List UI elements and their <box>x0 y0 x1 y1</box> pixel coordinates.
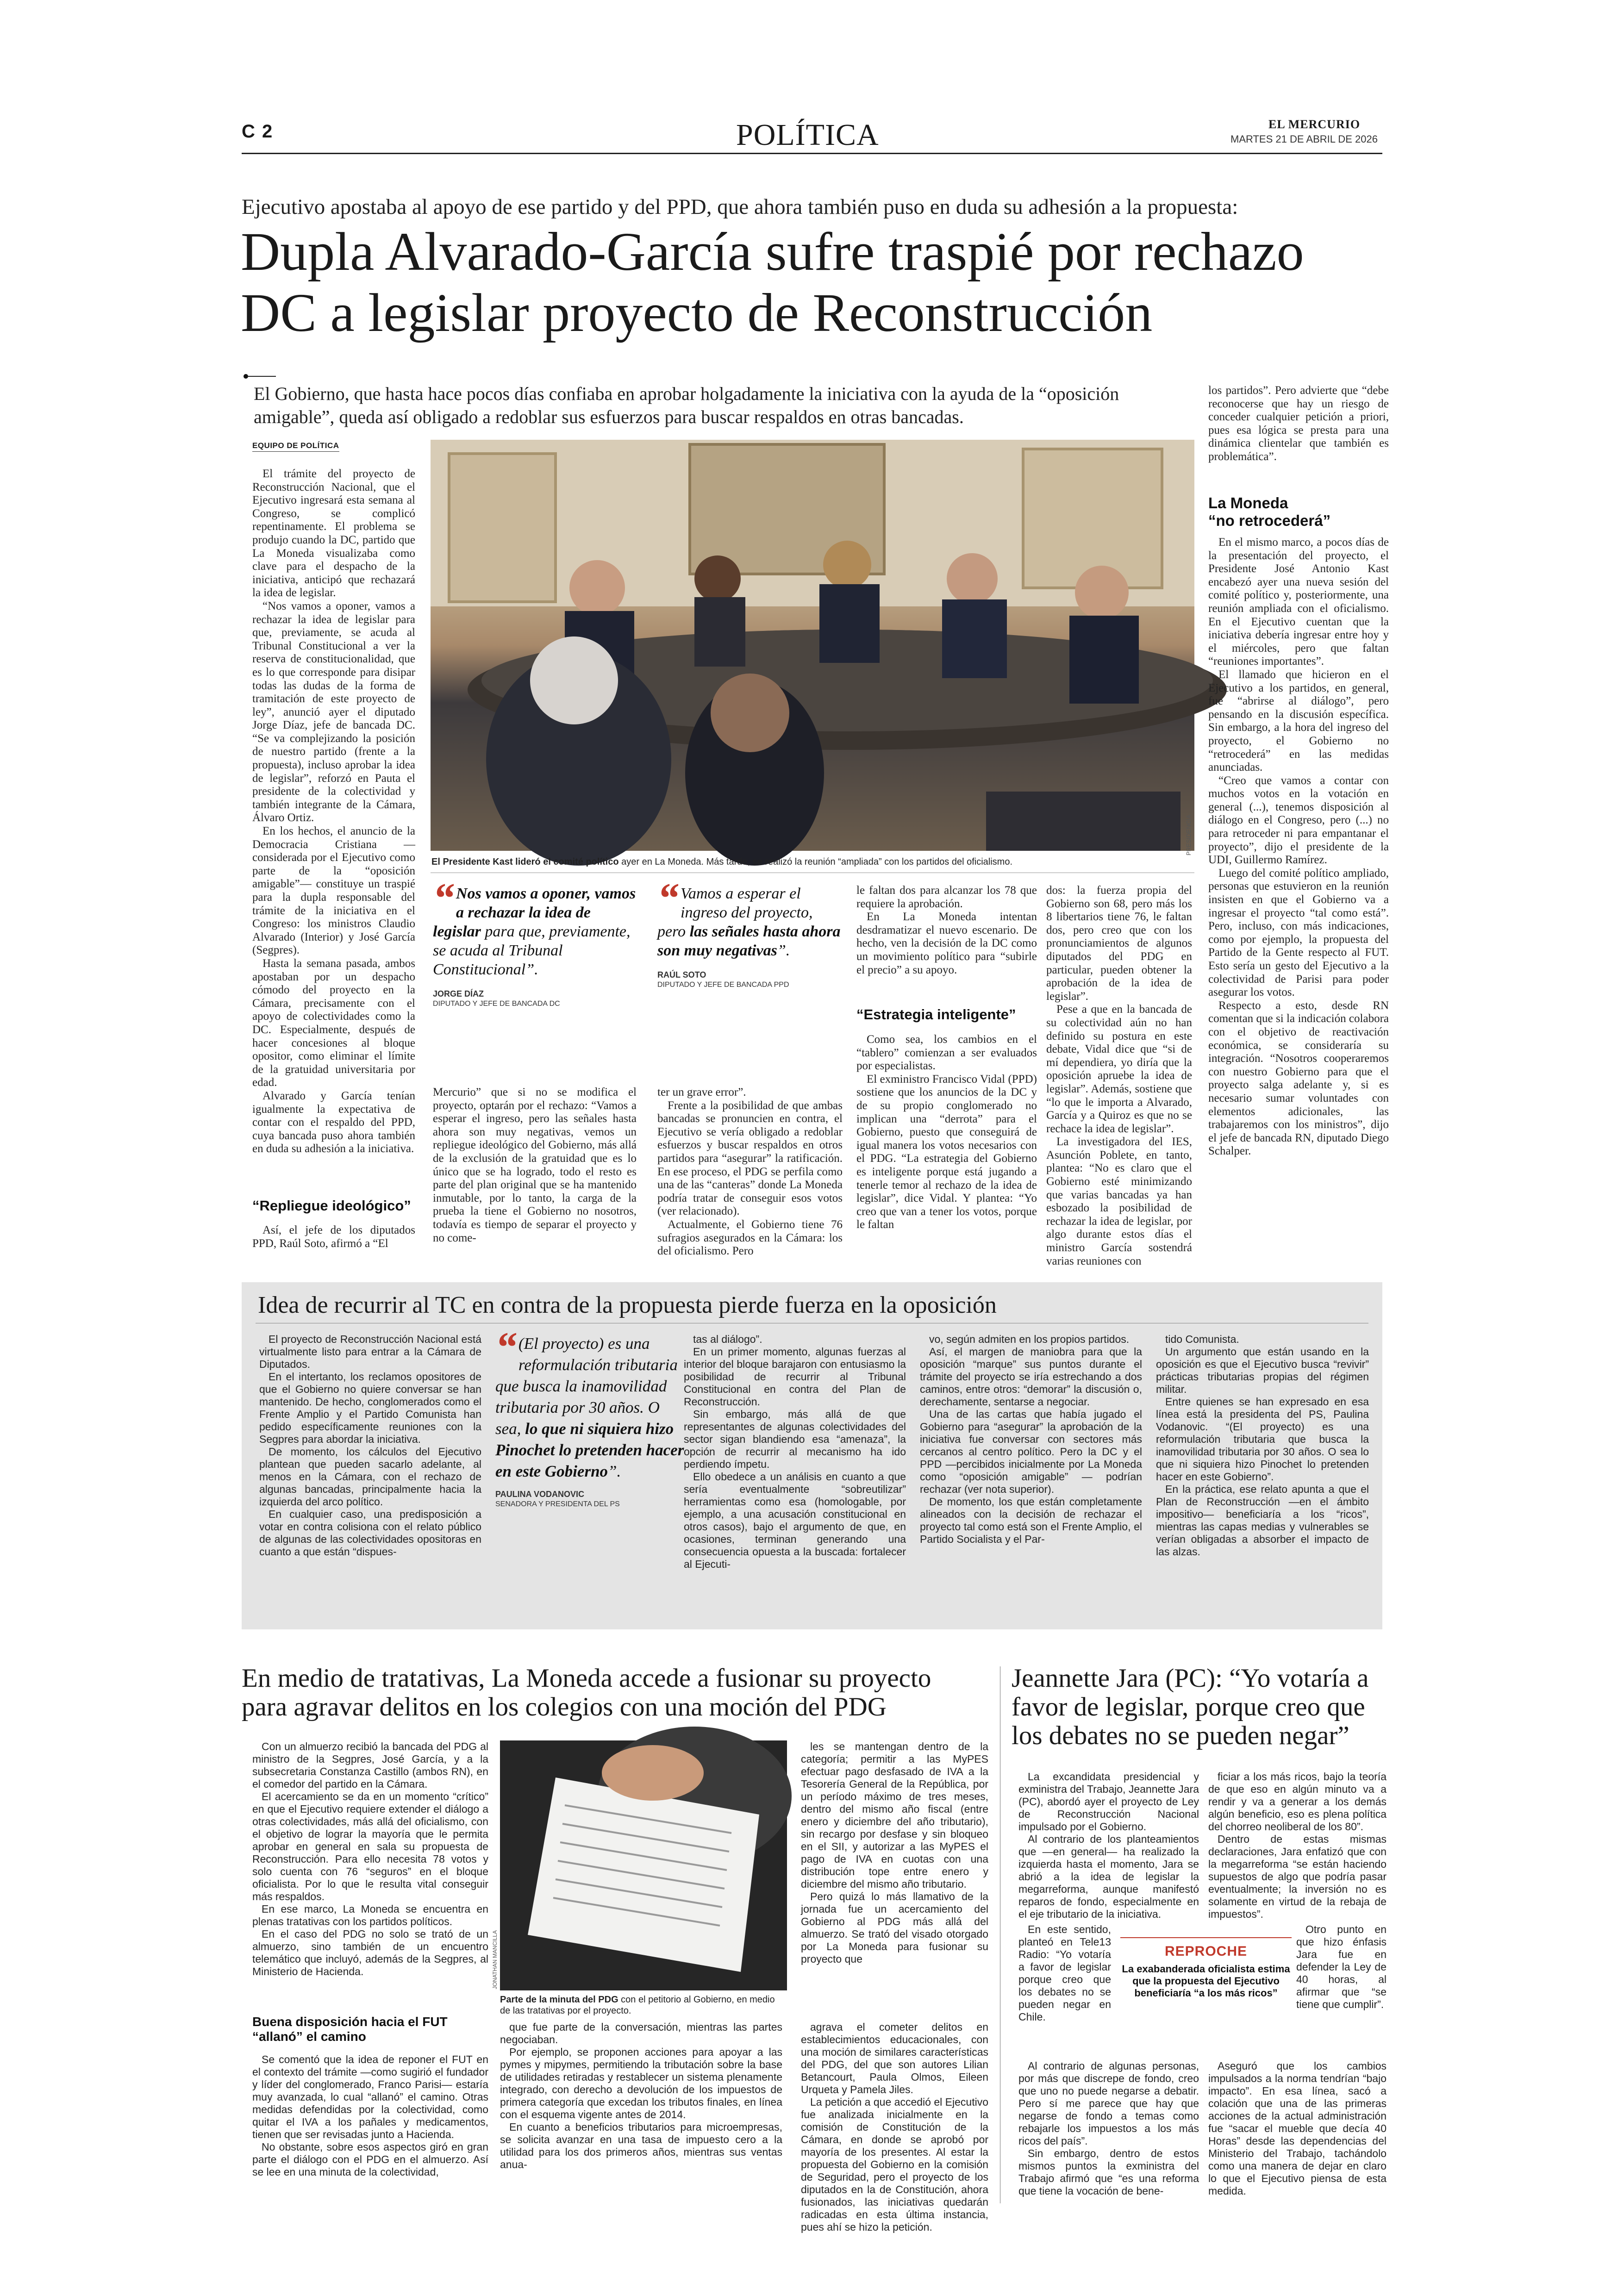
pdg-photo <box>500 1740 787 1990</box>
paragraph: Sin embargo, más allá de que representantes de algunas colectividades del sector sigan blandiendo esa “amenaza”, la opción de recurrir al mecanismo ha ido perdiendo ímpetu. <box>684 1408 906 1470</box>
paragraph: que fue parte de la conversación, mientras las partes negociaban. <box>500 2021 782 2046</box>
paragraph: vo, según admiten en los propios partidos. <box>929 1333 1130 1345</box>
article-lead: El Gobierno, que hasta hace pocos días confiaba en aprobar holgadamente la iniciativa con la ayuda de la “oposición amigable”, queda así obligado a redoblar sus esfuerzos para buscar respaldos en otras bancadas. <box>254 383 1119 427</box>
paragraph: “Creo que vamos a contar con muchos votos en la votación en general (...), tenemos disposición al diálogo en el Congreso, pero (...) no para retroceder ni para empantanar el proyecto”, dijo el presidente de la UDI, Guillermo Ramírez. <box>1208 774 1389 867</box>
jara-col-1c <box>1018 2060 1199 2208</box>
pdg-col-3a <box>801 1740 988 2018</box>
paragraph: En ese marco, La Moneda se encuentra en plenas tratativas con los partidos políticos. <box>252 1903 488 1927</box>
quote-mark-icon: “ <box>495 1323 514 1371</box>
paragraph: De momento, los cálculos del Ejecutivo plantean que pueden sacarlo adelante, al menos en la Cámara, con el rechazo de algunas bancadas, principalmente hacia la izquierda del arco político. <box>259 1446 481 1508</box>
paragraph: El proyecto de Reconstrucción Nacional está virtualmente listo para entrar a la Cámara de Diputados. <box>259 1333 481 1370</box>
reproche-text: La exabanderada oficialista estima que la propuesta del Ejecutivo beneficiaría “a los más ricos” <box>1122 1963 1290 1999</box>
paragraph: Al contrario de algunas personas, por más que discrepe de fondo, creo que uno no puede negarse a debatir. Pero sí me parece que hay que negarse de fondo a temas como rebajarle los impuestos a los más ricos del país”. <box>1018 2060 1199 2147</box>
paragraph: En el caso del PDG no solo se trató de un almuerzo, sino también de un encuentro telemático que incluyó, además de la Segpres, al Ministerio de Hacienda. <box>252 1928 488 1977</box>
meeting-illustration <box>431 440 1194 851</box>
tc-box-col-1 <box>259 1333 481 1620</box>
quote-author: PAULINA VODANOVIC <box>495 1490 585 1499</box>
article-kicker: Ejecutivo apostaba al apoyo de ese partido y del PPD, que ahora también puso en duda su adhesión a la propuesta: <box>242 195 1238 219</box>
quote-mark-icon: “ <box>657 874 676 922</box>
main-col-6b <box>1208 536 1389 1253</box>
quote-text-bold: Nos vamos a oponer, vamos a rechazar la idea de legislar <box>433 885 636 940</box>
pull-quote-diaz <box>433 874 637 1009</box>
paragraph: ficiar a los más ricos, bajo la teoría de que eso en algún minuto va a rendir y va a generar a los demás algún beneficio, eso es plena política del chorreo neoliberal de los 80”. <box>1208 1771 1387 1833</box>
paragraph: En un primer momento, algunas fuerzas al interior del bloque barajaron con entusiasmo la posibilidad de recurrir al Tribunal Constitucional en contra del Plan de Reconstrucción. <box>684 1346 906 1408</box>
paragraph: Alvarado y García tenían igualmente la expectativa de contar con el respaldo del PPD, cuya bancada puso ahora también en duda su adhesión a la iniciativa. <box>252 1089 415 1155</box>
tc-box-quote <box>495 1323 685 1509</box>
paragraph: Al contrario de los planteamientos que —en general— ha realizado la izquierda hasta el momento, Jara se abrió a la idea de legislar la megarreforma, aunque manifestó reparos de fondo, especialmente en el eje tributario de la iniciativa. <box>1018 1833 1199 1920</box>
paragraph: Ello obedece a un análisis en cuanto a que sería eventualmente “sobreutilizar” herramientas como esa (homologable, por ejemplo, a una acusación constitucional en otros casos), bajo el argumento de que, en ocasiones, terminan generando una consecuencia opuesta a la buscada: fortalecer al Ejecuti- <box>684 1471 906 1570</box>
paragraph: La excandidata presidencial y exministra del Trabajo, Jeannette Jara (PC), abordó ayer el proyecto de Ley de Reconstrucción Nacional impulsado por el Gobierno. <box>1018 1771 1199 1833</box>
tc-box-col-3 <box>920 1333 1142 1620</box>
paragraph: Otro punto en que hizo énfasis Jara fue en defender la Ley de 40 horas, al afirmar que “se tiene que cumplir”. <box>1296 1923 1387 2010</box>
paragraph: Por ejemplo, se proponen acciones para apoyar a las pymes y mipymes, permitiendo la tributación sobre la base de utilidades retiradas y restablecer un sistema plenamente integrado, con derecho a devolución de los impuestos de primera categoría que excedan los tributos finales, en línea con el esquema vigente antes de 2014. <box>500 2046 782 2120</box>
quote-text-end: ”. <box>608 1462 621 1480</box>
main-photo-caption <box>431 856 1195 867</box>
subhead-line: La Moneda <box>1208 494 1288 511</box>
paragraph: La petición a que accedió el Ejecutivo fue analizada inicialmente en la comisión de Constitución de la Cámara, en donde se aprobó por mayoría de los presentes. Al estar la propuesta del Gobierno en la comisión de Seguridad, pero el proyecto de los diputados en la de Constitución, ahora fusionados, las iniciativas quedarán radicadas en esta última instancia, pues ahí se hizo la petición. <box>801 2096 988 2233</box>
paragraph: En el intertanto, los reclamos opositores de que el Gobierno no quiere conversar se han mantenido. De hecho, conglomerados como el Frente Amplio y el Partido Comunista han pedido específicamente reuniones con la Segpres para abordar la iniciativa. <box>259 1371 481 1445</box>
issue-date: MARTES 21 DE ABRIL DE 2026 <box>1230 133 1378 145</box>
paragraph: En cuanto a beneficios tributarios para microempresas, se solicita avanzar en una tasa de impuesto cero a la utilidad para los dos primeros años, mientras sus ventas anua- <box>500 2121 782 2170</box>
pdg-title-line-2: para agravar delitos en los colegios con una moción del PDG <box>242 1692 887 1721</box>
jara-col-1b <box>1018 1923 1111 2062</box>
jara-col-1a <box>1018 1771 1199 1923</box>
paragraph: Actualmente, el Gobierno tiene 76 sufragios asegurados en la Cámara: los del oficialismo. Pero <box>657 1218 843 1258</box>
paragraph: Entre quienes se han expresado en esa línea está la presidenta del PS, Paulina Vodanovic. “(El proyecto) es una reformulación tributaria que busca la inamovilidad tributaria por 30 años. O sea lo que ni siquiera hizo Pinochet lo pretenden hacer en este Gobierno”. <box>1156 1396 1369 1483</box>
paragraph: El trámite del proyecto de Reconstrucción Nacional, que el Ejecutivo ingresará esta semana al Congreso, se complicó repentinamente. El problema se produjo cuando la DC, partido que La Moneda visualizaba como clave para el despacho de la iniciativa, anticipó que rechazará la idea de legislar. <box>252 468 415 599</box>
tc-box-col-4 <box>1156 1333 1369 1620</box>
paragraph: Frente a la posibilidad de que ambas bancadas se pronuncien en contra, el Ejecutivo se vería obligado a redoblar esfuerzos y buscar respaldos en otros partidos para “asegurar” la ratificación. En ese proceso, el PDG se perfila como una de las “canteras” donde La Moneda podría tratar de conseguir esos votos (ver relacionado). <box>657 1099 843 1218</box>
paragraph: En este sentido, planteó en Tele13 Radio: “Yo votaría a favor de legislar porque creo que los debates no se pueden negar en Chile. <box>1018 1923 1111 2023</box>
caption-bold: Parte de la minuta del PDG <box>500 1995 618 2005</box>
subhead-line: “no retrocederá” <box>1208 512 1331 529</box>
quote-mark-icon: “ <box>433 874 451 922</box>
paragraph: Hasta la semana pasada, ambos apostaban por un despacho cómodo del proyecto en la Cámara, precisamente con el apoyo de colectividades como la DC. Especialmente, después de hacer concesiones al bloque opositor, como eliminar el límite de la gratuidad universitaria por edad. <box>252 957 415 1089</box>
quote-text: Vamos a esperar el ingreso del proyecto, pero <box>657 885 813 940</box>
caption-text: con el petitorio al Gobierno, en medio de las tratativas por el proyecto. <box>500 1995 775 2016</box>
jara-col-2c <box>1208 2060 1387 2208</box>
page-number: C 2 <box>242 121 274 142</box>
reproche-box <box>1120 1937 1292 2025</box>
pdg-col-1b <box>252 2053 488 2206</box>
paragraph: tido Comunista. <box>1165 1333 1239 1345</box>
jara-title <box>1012 1664 1368 1750</box>
paragraph: Respecto a esto, desde RN comentan que si la indicación colabora con el objetivo de reactivación económica, se consideraría su integración. “Nosotros cooperaremos con nuestro Gobierno para que el proyecto salga adelante y, si es necesario sumar voluntades con elementos adicionales, las trabajaremos con los ministros”, dijo el jefe de bancada RN, diputado Diego Schalper. <box>1208 999 1389 1158</box>
jara-col-2b <box>1296 1923 1387 2062</box>
paragraph: dos: la fuerza propia del Gobierno son 68, pero más los 8 libertarios tiene 76, le faltan dos, pero creo que con los pronunciamientos de algunos diputados del PDG en particular, pueden obtener la aprobación de la idea de legislar”. <box>1046 884 1192 1003</box>
paragraph: El acercamiento se da en un momento “crítico” en que el Ejecutivo requiere extender el diálogo a otras colectividades, más allá del oficialismo, con el objetivo de lograr la mayoría que le permita aprobar en general en sala su propuesta de Reconstrucción. Para ello necesita 78 votos y solo cuenta con 76 “seguros” en el bloque oficialista. Por lo que le resulta vital conseguir más respaldos. <box>252 1790 488 1902</box>
paragraph: ter un grave error”. <box>657 1086 746 1098</box>
article-title-line-1: Dupla Alvarado-García sufre traspié por rechazo <box>241 221 1304 282</box>
tc-box-col-2 <box>684 1333 906 1620</box>
paragraph: De momento, los que están completamente alineados con la decisión de rechazar el proyecto tal como está son el Frente Amplio, el Partido Socialista y el Par- <box>920 1496 1142 1545</box>
paragraph: En la práctica, ese relato apunta a que el Plan de Reconstrucción —en el ámbito impositivo— beneficiaría a los “ricos”, mientras las capas medias y vulnerables se verían obligadas a absorber el impacto de las alzas. <box>1156 1483 1369 1558</box>
byline: EQUIPO DE POLÍTICA <box>252 441 339 452</box>
quote-role: DIPUTADO Y JEFE DE BANCADA DC <box>433 1000 560 1008</box>
paragraph: Se comentó que la idea de reponer el FUT en el contexto del trámite —como sugirió el fundador y líder del conglomerado, Franco Parisi— estaría muy avanzada, lo cual “allanó” el camino. Otras medidas defendidas por la colectividad, como quitar el IVA a los pañales y medicamentos, tienen que ser revisadas junto a Hacienda. <box>252 2053 488 2140</box>
caption-bold: El Presidente Kast lideró el comité político <box>431 857 619 867</box>
paragraph: El exministro Francisco Vidal (PPD) sostiene que los anuncios de la DC y de su propio conglomerado no implican una “derrota” para el Gobierno, puesto que conseguirá de igual manera los votos necesarios con el PDG. “La estrategia del Gobierno es inteligente porque está jugando a tenerle temor al rechazo de la idea de legislar”, dice Vidal. Y plantea: “Yo creo que van a tener los votos, porque le faltan <box>856 1073 1037 1231</box>
tc-box <box>242 1282 1382 1629</box>
paragraph: los partidos”. Pero advierte que “debe reconocerse que hay un riesgo de conceder cualquier petición a priori, pues esa lógica se presta para una dinámica clientelar que también es problemática”. <box>1208 384 1389 463</box>
section-name: POLÍTICA <box>736 118 879 152</box>
jara-col-2a <box>1208 1771 1387 1923</box>
newspaper-name: EL MERCURIO <box>1268 118 1361 131</box>
main-col-3 <box>657 1086 843 1258</box>
caption-text: ayer en La Moneda. Más tarde, se realizó la reunión “ampliada” con los partidos del oficialismo. <box>618 857 1013 867</box>
paragraph: le faltan dos para alcanzar los 78 que requiere la aprobación. <box>856 884 1037 910</box>
quote-author: RAÚL SOTO <box>657 970 706 979</box>
paragraph: El llamado que hicieron en el Ejecutivo a los partidos, en general, fue “abrirse al diálogo”, pero pensando en la discusión específica. Sin embargo, a la hora del ingreso del proyecto, el Gobierno no “retrocederá” en las medidas anunciadas. <box>1208 668 1389 774</box>
paragraph: No obstante, sobre esos aspectos giró en gran parte el diálogo con el PDG en el almuerzo. Así se lee en una minuta de la colectividad, <box>252 2141 488 2178</box>
title-line: favor de legislar, porque creo que <box>1012 1692 1365 1721</box>
paragraph: Así, el jefe de los diputados PPD, Raúl Soto, afirmó a “El <box>252 1224 415 1250</box>
main-col-4 <box>856 884 1037 1004</box>
paragraph: Pero quizá lo más llamativo de la jornada fue un acercamiento del Gobierno al PDG más allá del almuerzo. Se trató del visado otorgado por La Moneda para fusionar su proyecto que <box>801 1890 988 1965</box>
main-photo <box>431 440 1194 851</box>
title-line: Jeannette Jara (PC): “Yo votaría a <box>1012 1664 1369 1693</box>
paragraph: Aseguró que los cambios impulsados a la norma tendrían “bajo impacto”. En esa línea, sacó a colación que una de las primeras acciones de la actual administración fue “sacar el mueble que decía 40 Horas” desde las dependencias del Ministerio del Trabajo, tachándolo como una manera de dejar en claro lo que el Ejecutivo piensa de esta medida. <box>1208 2060 1387 2197</box>
article-title-line-2: DC a legislar proyecto de Reconstrucción <box>241 282 1153 343</box>
lead-dot <box>244 374 248 379</box>
paragraph: Mercurio” que si no se modifica el proyecto, optarán por el rechazo: “Vamos a esperar el ingreso, pero las señales hasta ahora son muy negativas, vemos un repliegue ideológico del Gobierno, más allá de la exclusión de la gratuidad que es lo único que se ha logrado, todo el resto es parte del plan original que se ha mantenido inmutable, por lo tanto, la carga de la prueba la tiene el Gobierno no nosotros, todavía es tiempo de separar el proyecto y no come- <box>433 1086 637 1244</box>
paragraph: tas al diálogo”. <box>693 1333 762 1345</box>
paragraph: Pese a que en la bancada de su colectividad aún no han definido su postura en este debate, Vidal dice que “si de mí dependiera, yo diría que la oposición apruebe la idea de legislar”. Además, sostiene que “lo que le importa a Alvarado, García y a Quiroz es que no se rechace la idea de legislar”. <box>1046 1003 1192 1135</box>
photo-credit: PRESIDENCIA <box>1185 815 1192 856</box>
paragraph: Así, el margen de maniobra para que la oposición “marque” sus puntos durante el trámite del proyecto se iría estrechando a dos caminos, entre otros: “demorar” la discusión o, derechamente, sentarse a negociar. <box>920 1346 1142 1408</box>
main-col-5 <box>1046 884 1192 1267</box>
pdg-photo-caption <box>500 1994 787 2016</box>
pdg-photo-credit: JONATHAN MANCILLA <box>492 1930 498 1989</box>
reproche-label: REPROCHE <box>1164 1944 1248 1959</box>
main-col-1 <box>252 468 415 1222</box>
quote-role: SENADORA Y PRESIDENTA DEL PS <box>495 1500 620 1508</box>
pull-quote-soto <box>657 874 843 990</box>
paragraph: Una de las cartas que había jugado el Gobierno para “asegurar” la aprobación de la iniciativa fue conversar con sectores más cercanos al centro político. Pero la DC y el PPD —percibidos inicialmente por La Moneda como “oposición amigable” — podrían rechazar (ver nota superior). <box>920 1408 1142 1495</box>
paragraph: En los hechos, el anuncio de la Democracia Cristiana —considerada por el Ejecutivo como parte de la “oposición amigable”— constituye un traspié para la dupla responsable del trámite de la iniciativa en el Congreso: los ministros Claudio Alvarado (Interior) y José García (Segpres). <box>252 825 415 957</box>
subhead-repliegue: “Repliegue ideológico” <box>252 1197 411 1214</box>
paragraph: En el mismo marco, a pocos días de la presentación del proyecto, el Presidente José Antonio Kast encabezó ayer una nueva sesión del comité político y, posteriormente, una reunión ampliada con el oficialismo. En el Ejecutivo cuentan que la iniciativa debería ingresar entre hoy y el miércoles, pero que faltan “reuniones importantes”. <box>1208 536 1389 668</box>
quote-text-bold: lo que ni siquiera hizo Pinochet lo pretenden hacer en este Gobierno <box>495 1420 684 1480</box>
subhead-moneda <box>1208 494 1330 530</box>
header-rule <box>242 153 1382 154</box>
main-col-4b <box>856 1033 1037 1253</box>
quote-text: para que, previamente, se acuda al Tribunal Constitucional”. <box>433 923 631 978</box>
tc-box-title: Idea de recurrir al TC en contra de la propuesta pierde fuerza en la oposición <box>258 1292 997 1318</box>
lead-rule <box>248 376 276 377</box>
paragraph: Como sea, los cambios en el “tablero” comienzan a ser evaluados por especialistas. <box>856 1033 1037 1073</box>
paragraph: Sin embargo, dentro de estos mismos puntos la exministra del Trabajo afirmó que “es una reforma que tiene la vocación de bene- <box>1018 2147 1199 2197</box>
paragraph: Con un almuerzo recibió la bancada del PDG al ministro de la Segpres, José García, y a la subsecretaria Constanza Castillo (ambos RN), en el comedor del partido en la Cámara. <box>252 1740 488 1790</box>
quote-author: JORGE DÍAZ <box>433 989 484 998</box>
paragraph: Un argumento que están usando en la oposición es que el Ejecutivo busca “revivir” prácticas tributarias propias del régimen militar. <box>1156 1346 1369 1395</box>
paragraph: La investigadora del IES, Asunción Poblete, en tanto, plantea: “No es claro que el Gobierno esté minimizando que varias bancadas ya han esbozado la posibilidad de rechazar la idea de legislar, por algo durante estos días el ministro García sostendrá varias reuniones con <box>1046 1135 1192 1267</box>
title-line: los debates no se pueden negar” <box>1012 1721 1349 1750</box>
pdg-col-3b <box>801 2021 988 2233</box>
paragraph: agrava el cometer delitos en establecimientos educacionales, con una moción de similares características del PDG, del que son autores Lilian Betancourt, Paula Olmos, Eileen Urqueta y Pamela Jiles. <box>801 2021 988 2095</box>
paragraph: En cualquier caso, una predisposición a votar en contra colisiona con el relato público de algunas de las colectividades opositoras en cuanto a que están “dispues- <box>259 1508 481 1558</box>
subhead-estrategia: “Estrategia inteligente” <box>856 1006 1016 1023</box>
quote-text: (El proyecto) es una reformulación tributaria que busca la inamovilidad tributaria por 30 años. O sea, <box>495 1335 678 1438</box>
paragraph: En La Moneda intentan desdramatizar el nuevo escenario. De hecho, ven la decisión de la DC como un movimiento político para “subirle el precio” a su apoyo. <box>856 911 1037 976</box>
main-col-1-end <box>252 1224 415 1252</box>
pdg-title-line-1: En medio de tratativas, La Moneda accede a fusionar su proyecto <box>242 1664 931 1693</box>
paragraph: les se mantengan dentro de la categoría; permitir a las MyPES efectuar pago desfasado de IVA a la Tesorería General de la República, por un período máximo de tres meses, dentro del mismo año fiscal (entre enero y diciembre del año tributario), sin recargo por desfase y sin bloqueo en el SII, y autorizar a las MyPES el pago de IVA en cuotas con una distribución tope entre enero y diciembre del mismo año tributario. <box>801 1740 988 1890</box>
quote-role: DIPUTADO Y JEFE DE BANCADA PPD <box>657 981 789 989</box>
quote-text-end: ”. <box>777 942 790 959</box>
main-col-6 <box>1208 384 1389 493</box>
pdg-col-2 <box>500 2021 782 2206</box>
pdg-col-1 <box>252 1740 488 2027</box>
paragraph: Luego del comité político ampliado, personas que estuvieron en la reunión insisten en que el Gobierno va a ingresar el proyecto “tal como está”. Pero, incluso, con más indicaciones, como por ejemplo, la propuesta del Partido de la Gente respecto al FUT. Esto sería un gesto del Ejecutivo a la colectividad de Parisi para poder asegurar los votos. <box>1208 867 1389 999</box>
document-illustration <box>500 1740 787 1990</box>
main-col-2 <box>433 1086 637 1253</box>
paragraph: Dentro de estas mismas declaraciones, Jara enfatizó que con la megarreforma “se están haciendo supuestos de algo que podría pasar eventualmente; la inversión no es solamente en virtud de la rebaja de impuestos”. <box>1208 1833 1387 1920</box>
quote-text-bold: las señales hasta ahora son muy negativas <box>657 923 841 959</box>
paragraph: “Nos vamos a oponer, vamos a rechazar la idea de legislar para que, previamente, se acuda al Tribunal Constitucional a ver la reserva de constitucionalidad, que es lo que corresponde para disipar todas las dudas de la forma de tramitación de este proyecto de ley”, anunció ayer el diputado Jorge Díaz, jefe de bancada DC. “Se va complejizando la posición de nuestro partido (frente a la propuesta), incluso aprobar la idea de legislar”, reforzó en Pauta el presidente de la colectividad y también integrante de la Cámara, Álvaro Ortiz. <box>252 599 415 824</box>
pdg-subhead: Buena disposición hacia el FUT “allanó” el camino <box>252 2014 448 2044</box>
reproche-rule <box>1120 1937 1292 1938</box>
